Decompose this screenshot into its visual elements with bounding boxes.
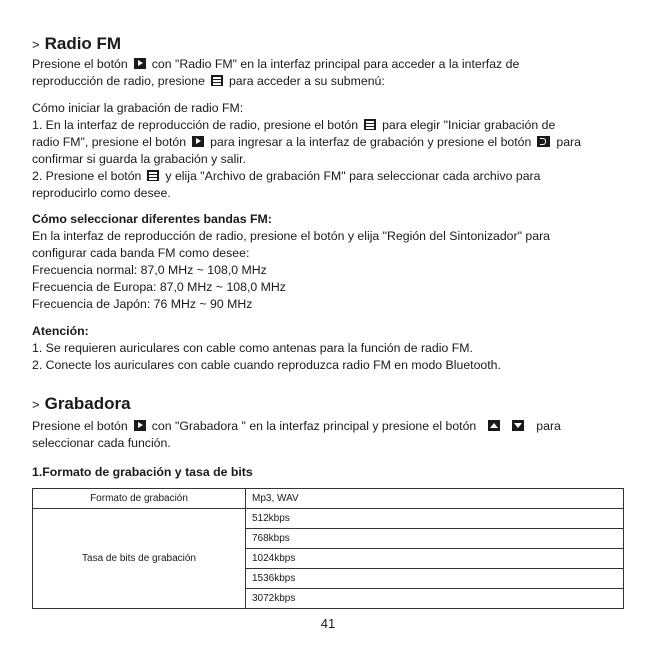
recording-step-2-line-1: 2. Presione el botón y elija "Archivo de grabación FM" para seleccionar cada archivo para: [32, 169, 541, 183]
attention-item-1: 1. Se requieren auriculares con cable como antenas para la función de radio FM.: [32, 341, 473, 355]
recording-spec-table: [32, 488, 624, 609]
bitrate-value-cell: 1536kbps: [246, 569, 624, 589]
format-value-cell: Mp3, WAV: [246, 489, 624, 509]
bitrate-value-cell: 768kbps: [246, 529, 624, 549]
recorder-intro-line-1: Presione el botón con "Grabadora " en la interfaz principal y presione el botón para: [32, 419, 561, 433]
recording-step-1-line-1: 1. En la interfaz de reproducción de radio, presione el botón para elegir "Iniciar grabación de: [32, 118, 556, 132]
bullet-arrow-icon: >: [32, 36, 40, 52]
format-label-cell: Formato de grabación: [33, 489, 246, 509]
bands-line-1: En la interfaz de reproducción de radio, presione el botón y elija "Región del Sintonizador" para: [32, 229, 551, 243]
up-button-icon: [488, 420, 500, 431]
band-europe: Frecuencia de Europa: 87,0 MHz ~ 108,0 MHz: [32, 280, 286, 294]
play-button-icon: [192, 136, 204, 147]
menu-button-icon: [364, 119, 376, 130]
table-row: [33, 489, 624, 509]
recording-step-2-line-2: reproducirlo como desee.: [32, 186, 171, 200]
recorder-heading: > Grabadora: [32, 394, 131, 413]
recording-step-1-line-3: confirmar si guarda la grabación y salir.: [32, 152, 246, 166]
recording-title: Cómo iniciar la grabación de radio FM:: [32, 101, 244, 115]
band-japan: Frecuencia de Japón: 76 MHz ~ 90 MHz: [32, 297, 253, 311]
down-button-icon: [512, 420, 524, 431]
radio-intro-line-2: reproducción de radio, presione para acceder a su submenú:: [32, 74, 385, 88]
band-normal: Frecuencia normal: 87,0 MHz ~ 108,0 MHz: [32, 263, 267, 277]
bands-line-2: configurar cada banda FM como desee:: [32, 246, 250, 260]
bitrate-value-cell: 3072kbps: [246, 589, 624, 609]
bullet-arrow-icon: >: [32, 396, 40, 412]
play-button-icon: [134, 58, 146, 69]
recording-step-1-line-2: radio FM", presione el botón para ingresar a la interfaz de grabación y presione el botón para: [32, 135, 581, 149]
play-button-icon: [134, 420, 146, 431]
attention-title: Atención:: [32, 324, 89, 338]
table-row: [33, 509, 624, 529]
recorder-intro-line-2: seleccionar cada función.: [32, 436, 171, 450]
format-section-title: 1.Formato de grabación y tasa de bits: [32, 465, 253, 479]
bands-title: Cómo seleccionar diferentes bandas FM:: [32, 212, 272, 226]
menu-button-icon: [147, 170, 159, 181]
radio-fm-heading: > Radio FM: [32, 34, 122, 53]
bitrate-value-cell: 512kbps: [246, 509, 624, 529]
attention-item-2: 2. Conecte los auriculares con cable cuando reproduzca radio FM en modo Bluetooth.: [32, 358, 501, 372]
bitrate-label-cell: Tasa de bits de grabación: [33, 509, 246, 609]
bitrate-value-cell: 1024kbps: [246, 549, 624, 569]
back-button-icon: [537, 136, 550, 147]
radio-intro-line-1: Presione el botón con "Radio FM" en la interfaz principal para acceder a la interfaz de: [32, 57, 520, 71]
page-number: 41: [320, 616, 336, 631]
menu-button-icon: [211, 75, 223, 86]
